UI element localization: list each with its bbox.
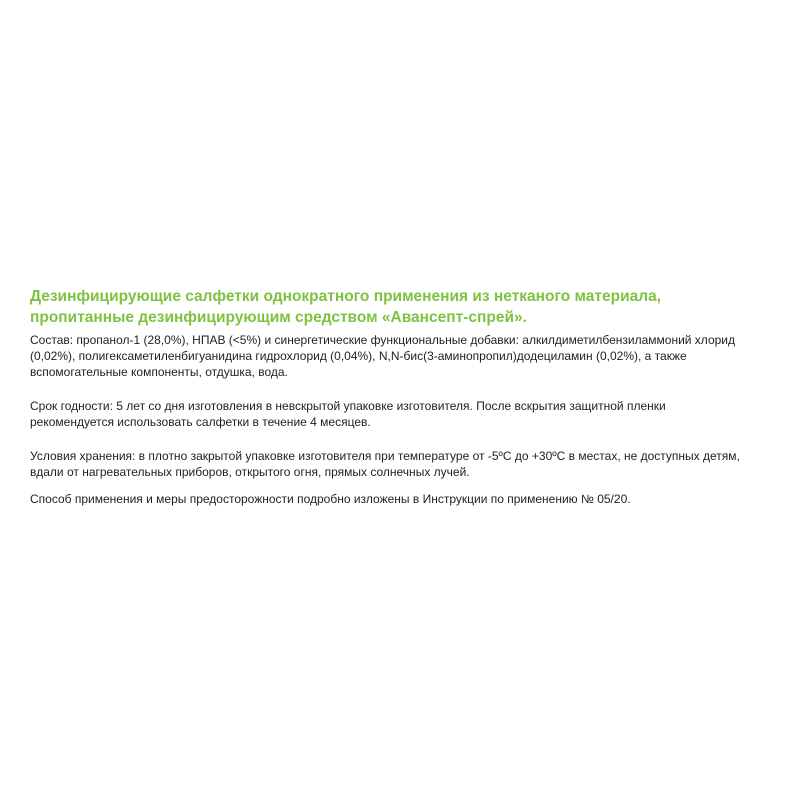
product-title-line: Дезинфицирующие салфетки однократного применения из нетканого материала,: [30, 288, 662, 305]
composition-line: (0,02%), полигексаметиленбигуанидина гидрохлорид (0,04%), N,N-бис(3-аминопропил)додециламин (0,02%), а также: [30, 349, 687, 363]
product-title: [30, 286, 775, 328]
usage-paragraph: [30, 491, 775, 507]
storage-line: Условия хранения: в плотно закрытой упаковке изготовителя при температуре от -5ºC до +30ºC в местах, не доступных детям,: [30, 449, 740, 463]
shelf-life-paragraph: [30, 398, 775, 430]
shelf-life-line: рекомендуется использовать салфетки в течение 4 месяцев.: [30, 415, 371, 429]
storage-conditions-paragraph: [30, 448, 775, 480]
composition-line: Состав: пропанол-1 (28,0%), НПАВ (<5%) и синергетические функциональные добавки: алкилдиметилбензиламмоний хлорид: [30, 333, 735, 347]
storage-line: вдали от нагревательных приборов, открытого огня, прямых солнечных лучей.: [30, 465, 470, 479]
product-label-text: [30, 286, 775, 507]
shelf-life-line: Срок годности: 5 лет со дня изготовления в невскрытой упаковке изготовителя. После вскрытия защитной пленки: [30, 399, 666, 413]
usage-line: Способ применения и меры предосторожности подробно изложены в Инструкции по применению № 05/20.: [30, 492, 631, 506]
composition-paragraph: [30, 332, 775, 380]
composition-line: вспомогательные компоненты, отдушка, вода.: [30, 365, 288, 379]
product-title-line: пропитанные дезинфицирующим средством «Авансепт-спрей».: [30, 309, 527, 326]
